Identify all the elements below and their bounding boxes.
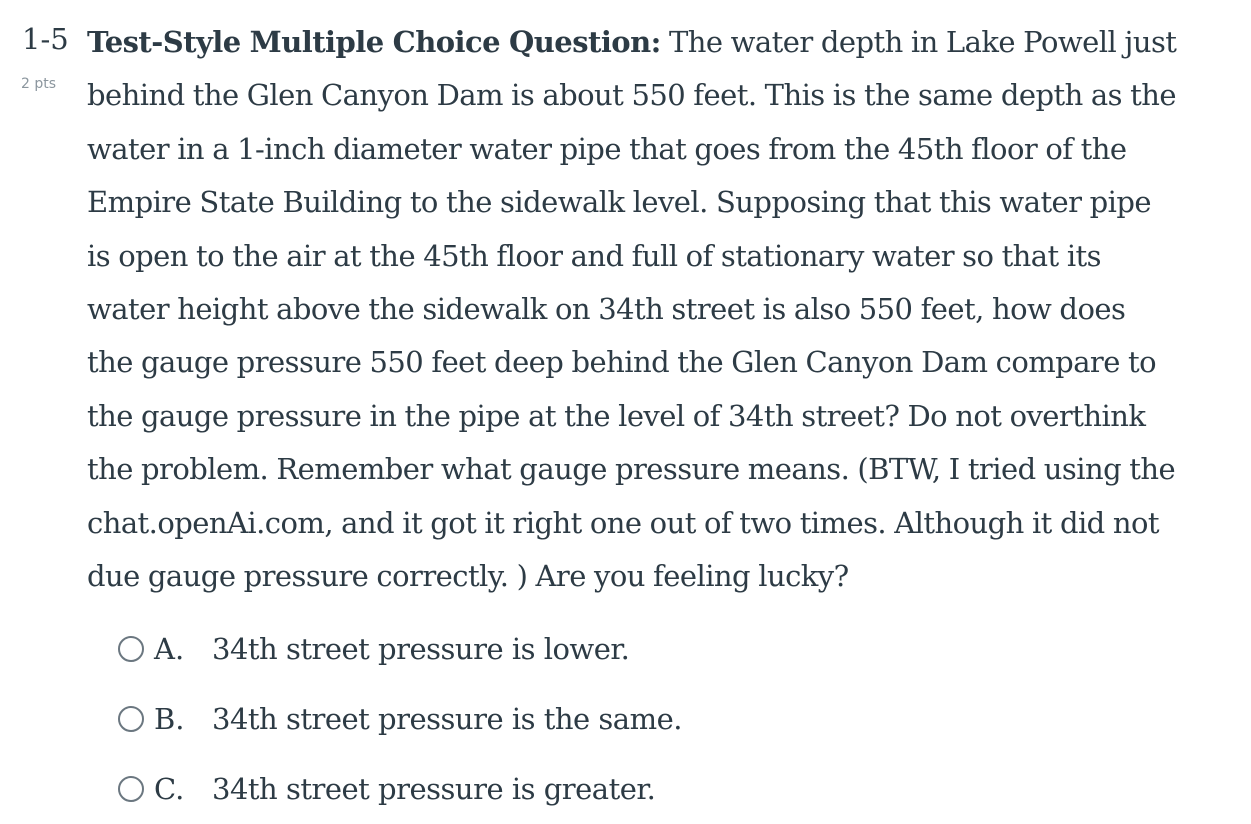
question-title: Test-Style Multiple Choice Question: <box>87 25 661 59</box>
question-body: The water depth in Lake Powell just behind the Glen Canyon Dam is about 550 feet. This is the same depth as the water in a 1-inch diameter water pipe that goes from the 45th floor of the Empire State Building to the sidewalk level. Supposing that this water pipe is open to the air at the 45th floor and full of stationary water so that its water height above the sidewalk on 34th street is also 550 feet, how does the gauge pressure 550 feet deep behind the Glen Canyon Dam compare to the gauge pressure in the pipe at the level of 34th street? Do not overthink the problem. Remember what gauge pressure means. (BTW, I tried using the chat.openAi.com, and it got it right one out of two times. Although it did not due gauge pressure correctly. ) Are you feeling lucky? <box>87 25 1177 594</box>
question-text <box>87 16 1177 603</box>
answer-letter: B. <box>154 702 185 736</box>
question-number: 1-5 <box>22 22 69 56</box>
answer-letter: A. <box>154 632 185 666</box>
answer-text: 34th street pressure is lower. <box>212 632 630 666</box>
question-points: 2 pts <box>21 76 57 92</box>
answer-option-a[interactable] <box>118 614 682 684</box>
answer-text: 34th street pressure is greater. <box>212 772 656 806</box>
answer-text: 34th street pressure is the same. <box>212 702 682 736</box>
radio-button-icon[interactable] <box>118 706 144 732</box>
answer-option-b[interactable] <box>118 684 682 754</box>
answer-option-c[interactable] <box>118 754 682 824</box>
radio-button-icon[interactable] <box>118 636 144 662</box>
radio-button-icon[interactable] <box>118 776 144 802</box>
answer-list <box>118 614 682 824</box>
answer-letter: C. <box>154 772 185 806</box>
